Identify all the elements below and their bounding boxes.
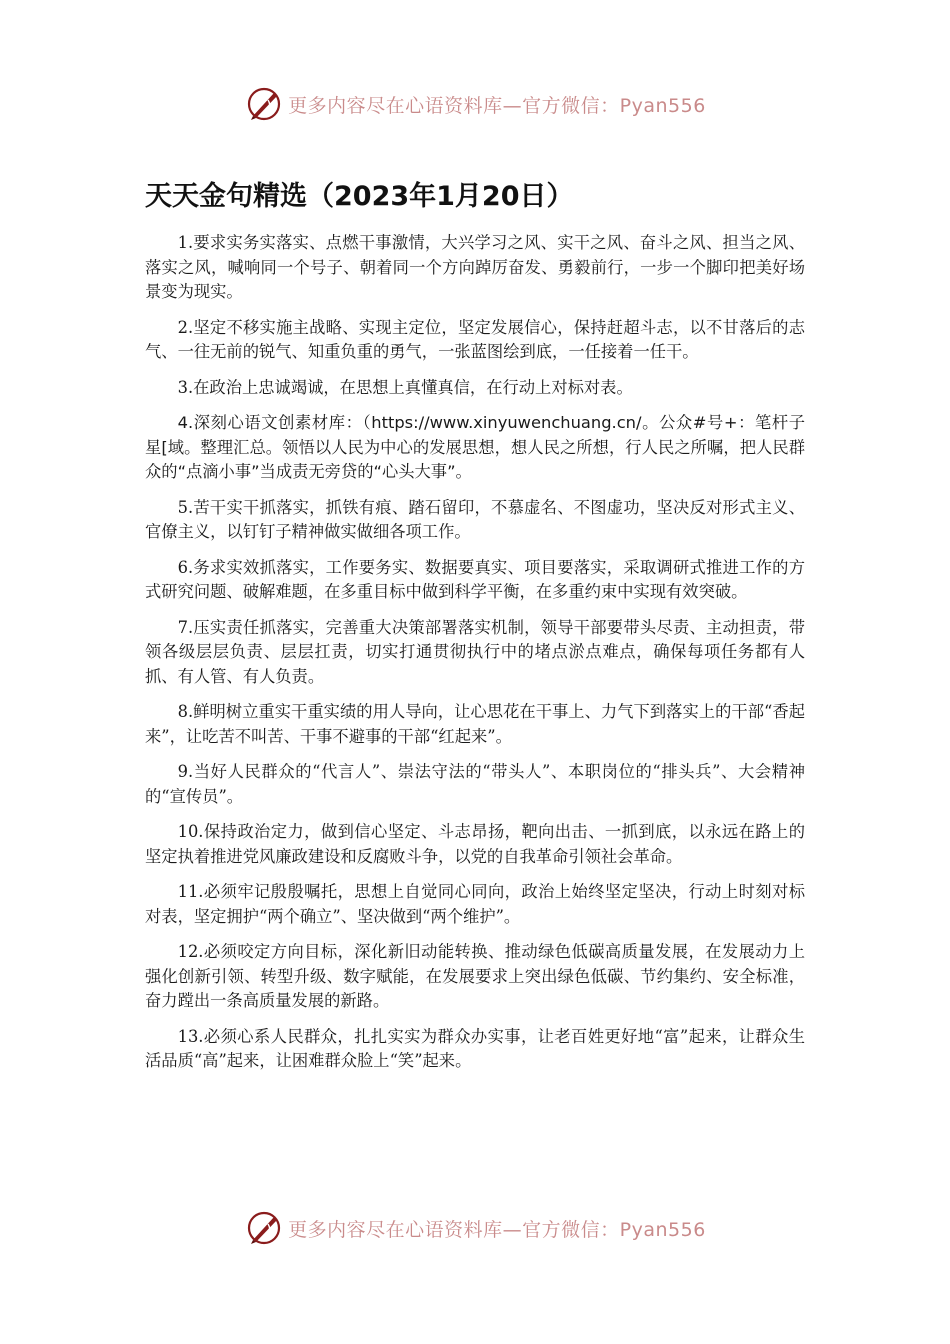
paragraph-11: 11.必须牢记殷殷嘱托，思想上自觉同心同向，政治上始终坚定坚决，行动上时刻对标对表，坚定拥护“两个确立”、坚决做到“两个维护”。 xyxy=(145,882,805,926)
document-body xyxy=(145,231,805,1085)
pen-quill-icon xyxy=(244,1208,284,1248)
paragraph-7: 7.压实责任抓落实，完善重大决策部署落实机制，领导干部要带头尽责、主动担责，带领各级层层负责、层层扛责，切实打通贯彻执行中的堵点淤点难点，确保每项任务都有人抓、有人管、有人负责。 xyxy=(145,617,805,686)
paragraph-10: 10.保持政治定力，做到信心坚定、斗志昂扬，靶向出击、一抓到底，以永远在路上的坚定执着推进党风廉政建设和反腐败斗争，以党的自我革命引领社会革命。 xyxy=(145,822,805,866)
banner-text: 更多内容尽在心语资料库—官方微信：Pyan556 xyxy=(288,94,706,117)
footer-banner xyxy=(0,1208,950,1248)
paragraph-12: 12.必须咬定方向目标，深化新旧动能转换、推动绿色低碳高质量发展，在发展动力上强化创新引领、转型升级、数字赋能，在发展要求上突出绿色低碳、节约集约、安全标准，奋力蹚出一条高质量发展的新路。 xyxy=(145,942,805,1010)
banner-text: 更多内容尽在心语资料库—官方微信：Pyan556 xyxy=(288,1218,706,1241)
paragraph-9: 9.当好人民群众的“代言人”、崇法守法的“带头人”、本职岗位的“排头兵”、大会精神的“宣传员”。 xyxy=(145,762,805,806)
paragraph-5: 5.苦干实干抓落实，抓铁有痕、踏石留印，不慕虚名、不图虚功，坚决反对形式主义、官僚主义，以钉钉子精神做实做细各项工作。 xyxy=(145,497,805,541)
paragraph-13: 13.必须心系人民群众，扎扎实实为群众办实事，让老百姓更好地“富”起来，让群众生活品质“高”起来，让困难群众脸上“笑”起来。 xyxy=(145,1026,805,1070)
pen-quill-icon xyxy=(244,84,284,124)
paragraph-6: 6.务求实效抓落实，工作要务实、数据要真实、项目要落实，采取调研式推进工作的方式研究问题、破解难题，在多重目标中做到科学平衡，在多重约束中实现有效突破。 xyxy=(145,557,805,601)
paragraph-8: 8.鲜明树立重实干重实绩的用人导向，让心思花在干事上、力气下到落实上的干部“香起来”，让吃苦不叫苦、干事不避事的干部“红起来”。 xyxy=(145,702,805,746)
paragraph-1: 1.要求实务实落实、点燃干事激情，大兴学习之风、实干之风、奋斗之风、担当之风、落实之风，喊响同一个号子、朝着同一个方向踔厉奋发、勇毅前行，一步一个脚印把美好场景变为现实。 xyxy=(145,233,805,301)
paragraph-3: 3.在政治上忠诚竭诚，在思想上真懂真信，在行动上对标对表。 xyxy=(177,377,633,397)
page-title: 天天金句精选（2023年1月20日） xyxy=(145,181,574,212)
header-banner xyxy=(0,84,950,124)
paragraph-2: 2.坚定不移实施主战略、实现主定位，坚定发展信心，保持赶超斗志，以不甘落后的志气、一往无前的锐气、知重负重的勇气，一张蓝图绘到底，一任接着一任干。 xyxy=(145,317,805,361)
paragraph-4: 4.深刻心语文创素材库：（https://www.xinyuwenchuang.cn/。公众#号+：笔杆子星[域。整理汇总。领悟以人民为中心的发展思想，想人民之所想，行人民之所嘱，把人民群众的“点滴小事”当成责无旁贷的“心头大事”。 xyxy=(145,413,805,481)
